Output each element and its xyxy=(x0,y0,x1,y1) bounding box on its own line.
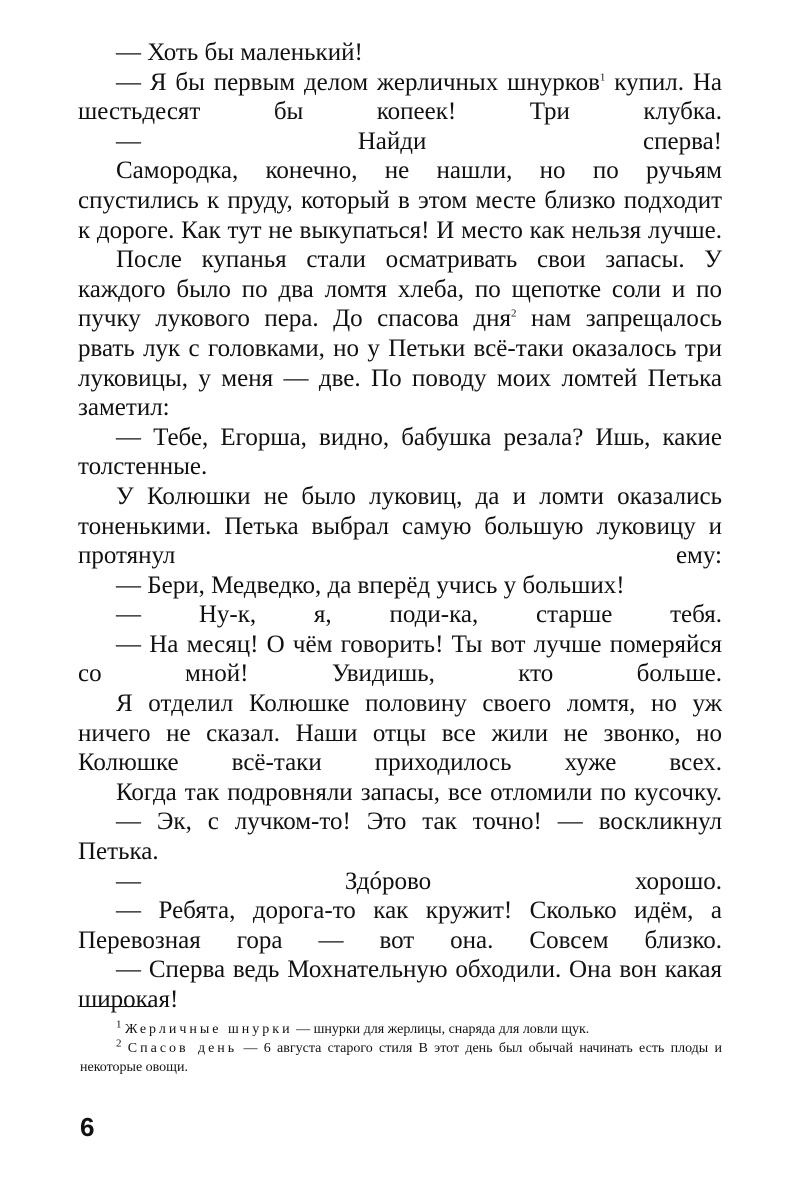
paragraph: — Сперва ведь Мохнательную обходили. Она вон какая широкая! xyxy=(78,956,722,1013)
footnote-term: Спасов день xyxy=(127,1041,238,1056)
paragraph: — На месяц! О чём говорить! Ты вот лучше померяйся со мной! Увидишь, кто больше. xyxy=(78,630,722,688)
paragraph: — Ребята, дорога-то как кружит! Сколько идём, а Перевозная гора — вот она. Совсем близко. xyxy=(78,897,722,954)
footnote xyxy=(80,1039,722,1077)
text-span: купил. На шестьдесят бы копеек! Три клубка. xyxy=(78,68,722,126)
footnote-text: — шнурки для жерлицы, снаряда для ловли щук. xyxy=(292,1022,590,1037)
footnotes xyxy=(80,1020,722,1077)
text-span: — Я бы первым делом жерличных шнурков xyxy=(116,68,600,96)
footnote-number: 2 xyxy=(116,1037,122,1050)
paragraph: — Эк, с лучком-то! Это так точно! — воскликнул Петька. xyxy=(78,808,722,866)
paragraph: У Колюшки не было луковиц, да и ломти оказались тоненькими. Петька выбрал самую большую луковицу и протянул ему: xyxy=(78,482,722,570)
paragraph: — Бери, Медведко, да вперёд учись у больших! xyxy=(116,571,625,599)
footnote-marker: 1 xyxy=(599,71,606,84)
paragraph: — Тебе, Егорша, видно, бабушка резала? Ишь, какие толстенные. xyxy=(78,423,722,481)
paragraph xyxy=(78,68,722,127)
footnote-number: 1 xyxy=(116,1018,122,1031)
paragraph xyxy=(78,245,722,423)
text-span: нам запрещалось рвать лук с головками, но у Петьки всё-таки оказалось три луковицы, у меня — две. По поводу моих ломтей Петька заметил: xyxy=(78,305,722,422)
main-text xyxy=(78,38,722,1015)
paragraph: — Здóрово хорошо. xyxy=(116,867,722,895)
paragraph: — Ну-к, я, поди-ка, старше тебя. xyxy=(116,601,722,629)
paragraph: Когда так подровняли запасы, все отломили по кусочку. xyxy=(116,778,722,806)
page-number: 6 xyxy=(80,1112,95,1142)
paragraph: Я отделил Колюшке половину своего ломтя, но уж ничего не сказал. Наши отцы все жили не звонко, но Колюшке всё-таки приходилось хуже всех. xyxy=(78,690,722,777)
paragraph: Самородка, конечно, не нашли, но по ручьям спустились к пруду, который в этом месте близко подходит к дороге. Как тут не выкупаться! И место как нельзя лучше. xyxy=(78,157,722,244)
paragraph: — Найди сперва! xyxy=(116,127,722,155)
footnote-text: — 6 августа старого стиля В этот день был обычай начинать есть плоды и некоторые овощи. xyxy=(80,1041,722,1075)
footnote-marker: 2 xyxy=(510,308,517,321)
paragraph: — Хоть бы маленький! xyxy=(116,39,363,66)
footnote xyxy=(80,1020,722,1039)
text-span: После купанья стали осматривать свои запасы. У каждого было по два ломтя хлеба, по щепотке соли и по пучку лукового пера. До спасова дня xyxy=(78,246,722,333)
footnote-term: Жерличные шнурки xyxy=(125,1022,293,1037)
footnote-divider xyxy=(80,1006,150,1007)
